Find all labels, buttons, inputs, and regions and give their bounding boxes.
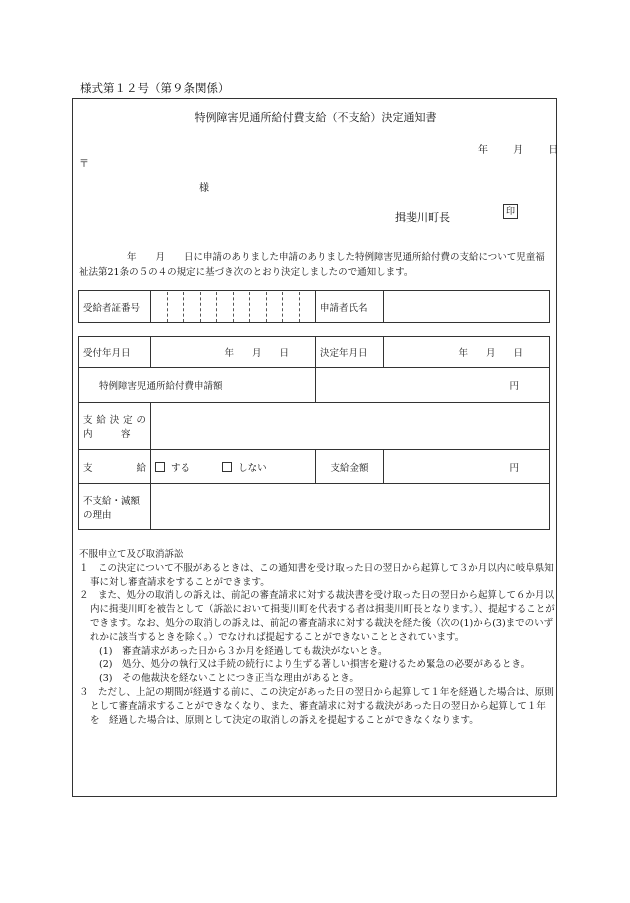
seal-box: 印	[503, 204, 518, 219]
content-field[interactable]	[151, 403, 550, 450]
received-year: 年	[224, 348, 234, 359]
addressee-suffix: 様	[199, 183, 209, 194]
notice-heading: 不服申立て及び取消訴訟	[79, 549, 184, 560]
decided-date-label: 決定年月日	[316, 337, 384, 368]
pay-yes-label: する	[171, 462, 191, 474]
payment-options	[151, 450, 316, 484]
notice-item-3: ３ ただし、上記の期間が経過する前に、この決定があった日の翌日から起算して１年を経過した場合は、原則 として審査請求することができなくなり、また、審査請求に対する裁決があった日の翌日から起算して１年を 経過した場合は、原則として決定の取消しの訴えを提起することができなくなります。	[79, 686, 564, 726]
amount-requested-field[interactable]	[316, 368, 550, 403]
pay-no-checkbox[interactable]	[222, 462, 232, 472]
decision-table	[78, 336, 550, 530]
pay-no-label: しない	[238, 462, 267, 474]
notice-item-1: １ この決定について不服があるときは、この通知書を受け取った日の翌日から起算して３か月以内に岐阜県知事に対し審査請求をすることができます。	[79, 562, 554, 588]
received-day: 日	[279, 348, 289, 359]
reason-field[interactable]	[151, 484, 550, 530]
cert-number-label: 受給者証番号	[79, 291, 151, 323]
amount-requested-text: 特例障害児通所給付費申請額	[99, 381, 223, 392]
pay-yes-checkbox[interactable]	[155, 462, 165, 472]
payment-amount-label: 支給金額	[316, 450, 384, 484]
applicant-name-label: 申請者氏名	[316, 291, 384, 323]
appeal-notice	[79, 548, 564, 727]
body-text: 年 月 日に申請のありました申請のありました特例障害児通所給付費の支給について児童福祉法第21条の５の４の規定に基づき次のとおり決定しましたので通知します。	[79, 252, 545, 278]
payment-amount-yen: 円	[509, 462, 519, 474]
notice-form-frame	[72, 98, 564, 797]
notice-sub-2: (2) 処分、処分の執行又は手続の続行により生ずる著しい損害を避けるため緊急の必要があるとき。	[99, 659, 531, 671]
issue-month: 月	[513, 145, 524, 156]
decided-month: 月	[485, 348, 496, 359]
cert-number-field[interactable]	[151, 291, 316, 323]
received-date-field[interactable]	[151, 337, 316, 368]
amount-requested-yen: 円	[509, 381, 519, 392]
payment-amount-field[interactable]	[384, 450, 550, 484]
reason-label-line2: の理由	[83, 509, 112, 521]
content-label-line2: 内 容	[83, 429, 131, 440]
decided-date-field[interactable]	[384, 337, 550, 368]
decision-body-text	[79, 250, 553, 280]
content-label	[79, 403, 151, 450]
applicant-name-field[interactable]	[384, 291, 550, 323]
recipient-table	[78, 290, 550, 323]
received-month: 月	[251, 348, 262, 359]
document-title: 特例障害児通所給付費支給（不支給）決定通知書	[194, 111, 437, 124]
notice-item-2: ２ また、処分の取消しの訴えは、前記の審査請求に対する裁決書を受け取った日の翌日から起算して６か月以内に揖斐川町を被告として（訴訟において揖斐川町を代表する者は揖斐川町長となります。）、提起することができます。なお、処分の取消しの訴えは、前記の審査請求に対する裁決を経た後（次の(1)から(3)までのいずれかに該当するときを除く。）でなければ提起することができないこととされています。	[79, 590, 555, 643]
notice-sub-1: (1) 審査請求があった日から３か月を経過しても裁決がないとき。	[99, 645, 388, 657]
amount-requested-label	[79, 368, 316, 403]
postal-mark: 〒	[79, 159, 89, 170]
reason-label	[79, 484, 151, 530]
decided-day: 日	[513, 348, 523, 359]
content-label-line1: 支給決定の	[83, 415, 146, 426]
decided-year: 年	[458, 348, 468, 359]
notice-sub-3: (3) その他裁決を経ないことにつき正当な理由があるとき。	[99, 673, 359, 685]
issue-date-line	[478, 141, 558, 156]
received-date-label: 受付年月日	[79, 337, 151, 368]
issue-day: 日	[548, 145, 559, 156]
form-number-label: 様式第１２号（第９条関係）	[80, 81, 230, 95]
issue-year: 年	[478, 145, 488, 156]
reason-label-line1: 不支給・減額	[83, 495, 141, 507]
payment-label: 支 給	[79, 450, 151, 484]
issuer-name: 揖斐川町長	[395, 211, 450, 224]
